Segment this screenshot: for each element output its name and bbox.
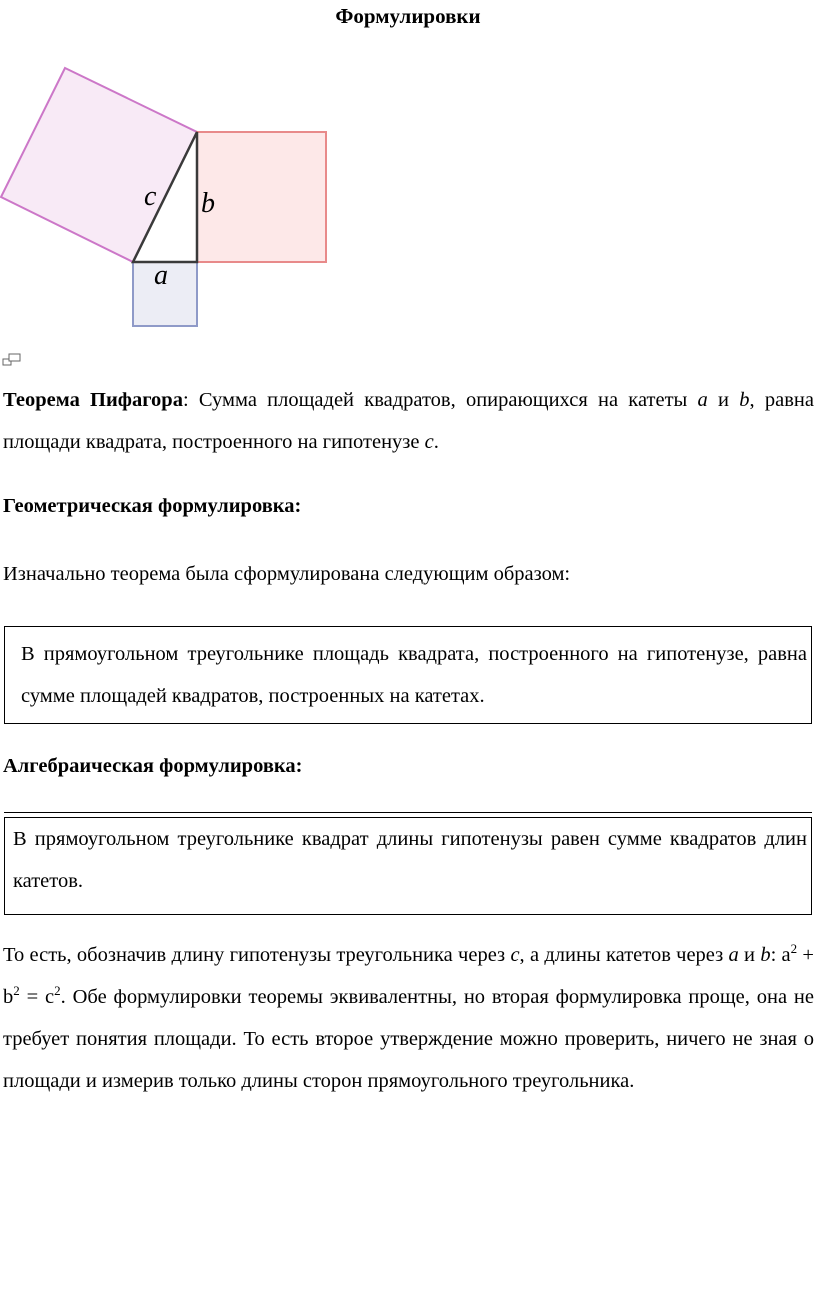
- page-title: Формулировки: [335, 4, 481, 28]
- algebraic-formulation-box: В прямоугольном треугольнике квадрат длины гипотенузы равен сумме квадратов длин катетов.: [4, 817, 812, 915]
- conclusion-paragraph: То есть, обозначив длину гипотенузы треугольника через c, а длины катетов через a и b: $a^2 + b^2 = c^2$. Обе формулировки теоремы эквивалентны, но вторая формулировка проще, она не требует понятия площади. То есть второе утверждение можно проверить, ничего не зная о площади и измерив только длины сторон прямоугольного треугольника.: [3, 941, 815, 1092]
- geometric-formulation-box: В прямоугольном треугольнике площадь квадрата, построенного на гипотенузе, равна сумме площадей квадратов, построенных на катетах.: [4, 626, 812, 724]
- theorem-paragraph: Теорема Пифагора: Сумма площадей квадратов, опирающихся на катеты a и b, равна площади квадрата, построенного на гипотенузе c.: [3, 389, 814, 453]
- theorem-name: Теорема Пифагора: [3, 389, 183, 411]
- label-c: c: [144, 181, 157, 212]
- image-resize-icon[interactable]: [2, 353, 22, 367]
- geometric-intro: Изначально теорема была сформулирована следующим образом:: [3, 563, 571, 585]
- hypotenuse-square: [1, 68, 197, 262]
- pythagoras-figure: [0, 60, 340, 335]
- geometric-heading: Геометрическая формулировка:: [3, 495, 302, 517]
- formula: $a^2 + b^2 = c^2$: [3, 941, 814, 1008]
- algebraic-frame-top: [4, 812, 812, 813]
- algebraic-heading: Алгебраическая формулировка:: [3, 755, 303, 777]
- label-b: b: [201, 188, 215, 219]
- label-a: a: [154, 260, 168, 291]
- leg-b-square: [197, 132, 326, 262]
